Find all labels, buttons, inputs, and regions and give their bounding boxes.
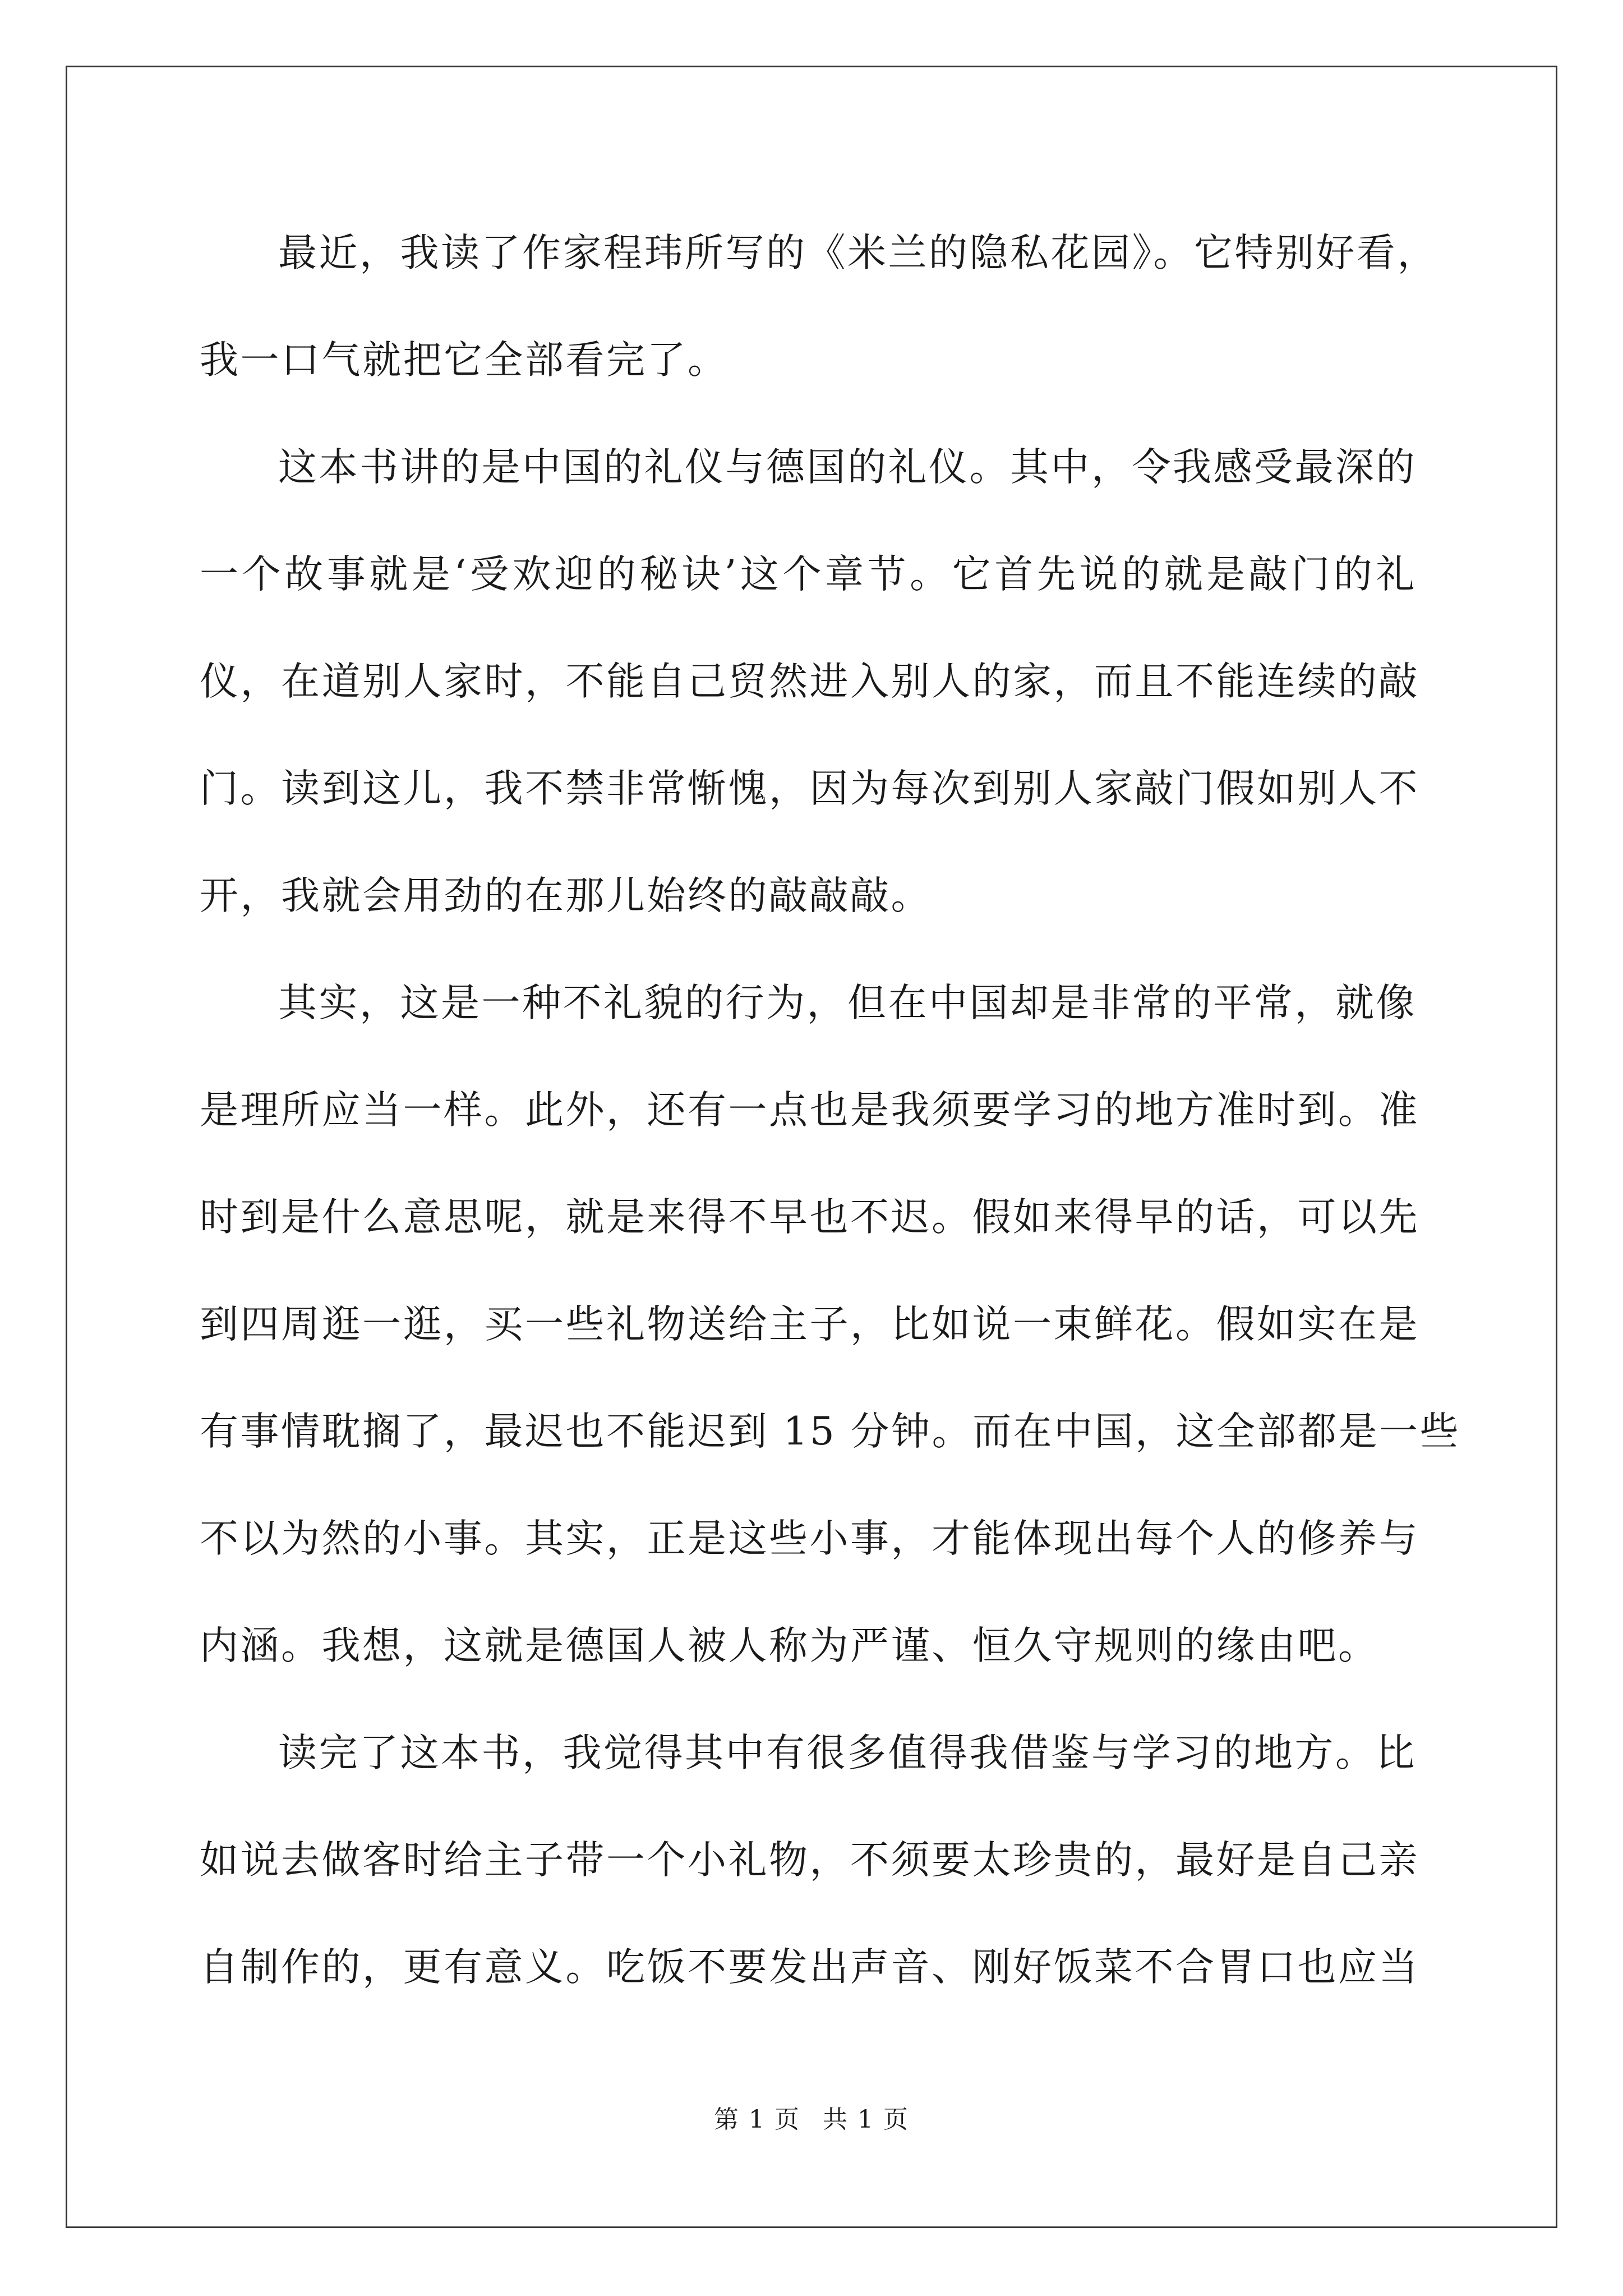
paragraph-2-line-2: 一个故事就是‘受欢迎的秘诀’这个章节。它首先说的就是敲门的礼 <box>200 552 1417 597</box>
paragraph-3-line-6: 不以为然的小事。其实，正是这些小事，才能体现出每个人的修养与 <box>200 1516 1419 1561</box>
paragraph-4-line-2: 如说去做客时给主子带一个小礼物，不须要太珍贵的，最好是自己亲 <box>200 1838 1419 1883</box>
paragraph-3-line-4: 到四周逛一逛，买一些礼物送给主子，比如说一束鲜花。假如实在是 <box>200 1302 1419 1347</box>
paragraph-3-line-5: 有事情耽搁了，最迟也不能迟到 15 分钟。而在中国，这全部都是一些 <box>200 1409 1461 1454</box>
paragraph-3-line-3: 时到是什么意思呢，就是来得不早也不迟。假如来得早的话，可以先 <box>200 1195 1419 1240</box>
paragraph-2-line-1: 这本书讲的是中国的礼仪与德国的礼仪。其中，令我感受最深的 <box>278 445 1417 490</box>
document-body <box>200 222 1461 2043</box>
paragraph-4-line-3: 自制作的，更有意义。吃饭不要发出声音、刚好饭菜不合胃口也应当 <box>200 1945 1419 1990</box>
paragraph-2-line-5: 开，我就会用劲的在那儿始终的敲敲敲。 <box>200 873 932 918</box>
page-number-total: 共 1 页 <box>823 2105 909 2134</box>
paragraph-4-line-1: 读完了这本书，我觉得其中有很多值得我借鉴与学习的地方。比 <box>278 1731 1417 1775</box>
paragraph-1-line-2: 我一口气就把它全部看完了。 <box>200 338 728 383</box>
paragraph-2-line-3: 仪，在道别人家时，不能自己贸然进入别人的家，而且不能连续的敲 <box>200 659 1419 704</box>
paragraph-2-line-4: 门。读到这儿，我不禁非常惭愧，因为每次到别人家敲门假如别人不 <box>200 766 1419 811</box>
paragraph-3-line-2: 是理所应当一样。此外，还有一点也是我须要学习的地方准时到。准 <box>200 1088 1419 1133</box>
paragraph-1-line-1: 最近，我读了作家程玮所写的《米兰的隐私花园》。它特别好看， <box>278 231 1438 275</box>
paragraph-3-line-1: 其实，这是一种不礼貌的行为，但在中国却是非常的平常，就像 <box>278 981 1417 1025</box>
page-number-current: 第 1 页 <box>714 2105 800 2134</box>
page-footer <box>0 2099 1623 2135</box>
paragraph-3-line-7: 内涵。我想，这就是德国人被人称为严谨、恒久守规则的缘由吧。 <box>200 1623 1379 1668</box>
